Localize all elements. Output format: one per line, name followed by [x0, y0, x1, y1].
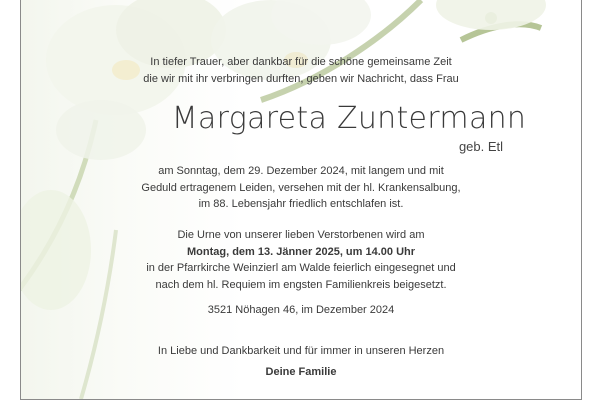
intro-text	[21, 54, 581, 87]
death-details	[21, 163, 581, 213]
funeral-date	[21, 244, 581, 261]
maiden-name: geb. Etl	[458, 139, 504, 154]
funeral-line-4: nach dem hl. Requiem im engsten Familienkreis beigesetzt.	[155, 278, 447, 291]
obituary-card	[20, 0, 582, 400]
signature: Deine Familie	[265, 366, 337, 378]
funeral-line-1: Die Urne von unserer lieben Verstorbenen wird am	[177, 229, 425, 241]
details-line-2: Geduld ertragenem Leiden, versehen mit der hl. Krankensalbung,	[141, 181, 461, 194]
funeral-line-3: in der Pfarrkirche Weinzierl am Walde feierlich eingesegnet und	[146, 262, 456, 274]
intro-line-2: die wir mit ihr verbringen durften, geben wir Nachricht, dass Frau	[143, 72, 459, 85]
details-line-1: am Sonntag, dem 29. Dezember 2024, mit langem und mit	[158, 165, 444, 177]
details-line-3: im 88. Lebensjahr friedlich entschlafen ist.	[198, 198, 404, 210]
funeral-date-text: Montag, dem 13. Jänner 2025, um 14.00 Uhr	[186, 245, 416, 258]
closing-line: In Liebe und Dankbarkeit und für immer in unseren Herzen	[157, 345, 445, 357]
place-date: 3521 Nöhagen 46, im Dezember 2024	[207, 304, 395, 316]
deceased-name: Margareta Zuntermann	[171, 101, 527, 136]
intro-line-1: In tiefer Trauer, aber dankbar für die schöne gemeinsame Zeit	[150, 56, 452, 68]
funeral-details	[21, 227, 581, 293]
